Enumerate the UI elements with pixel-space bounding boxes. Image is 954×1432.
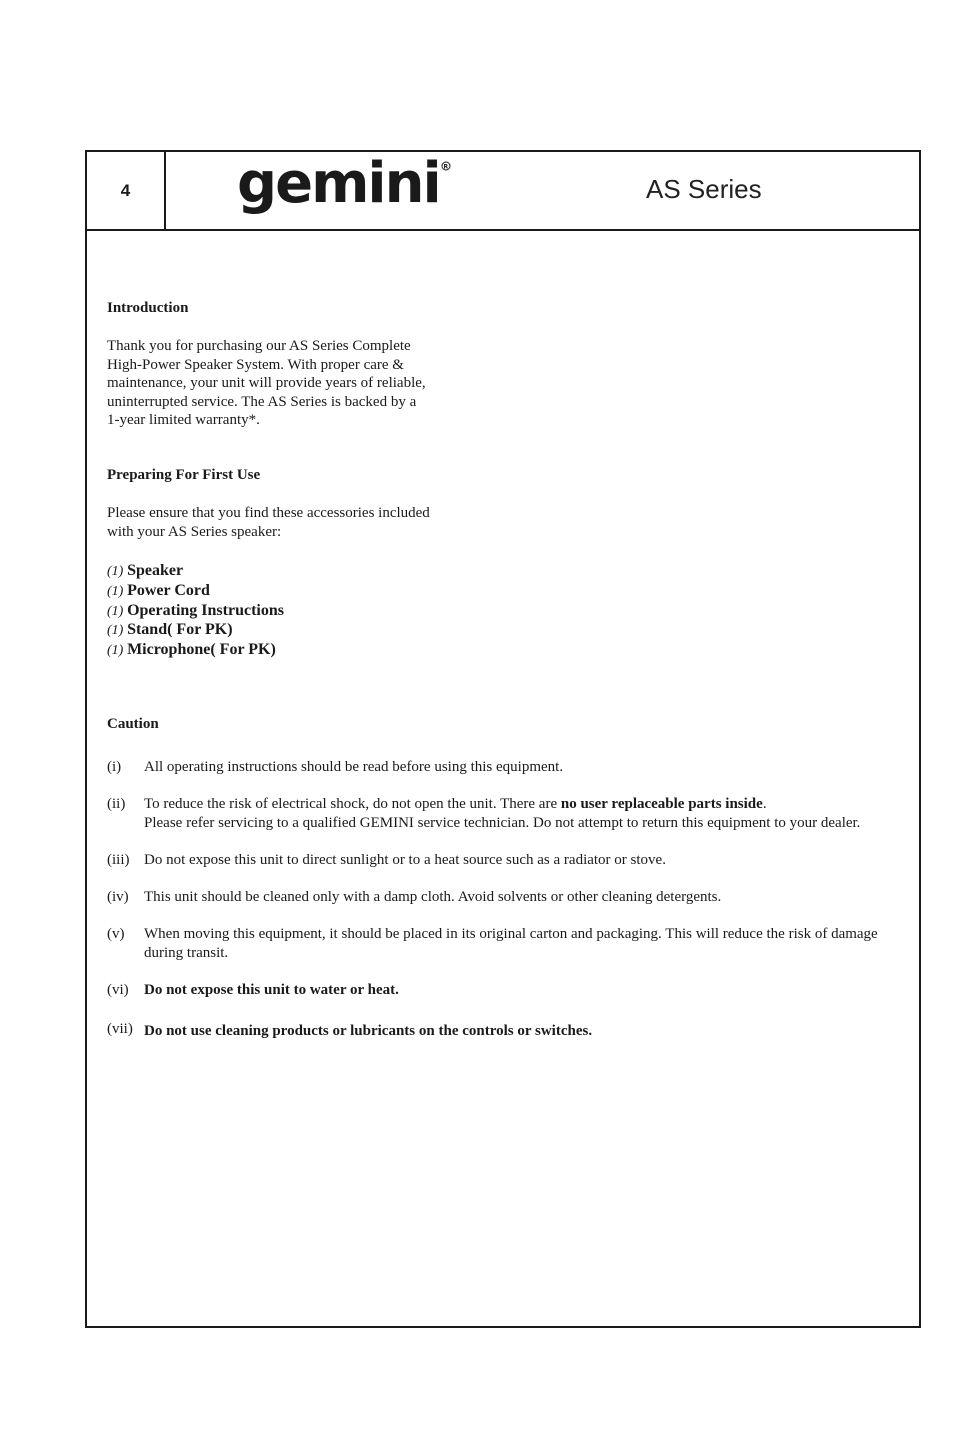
list-item bbox=[107, 582, 284, 602]
accessory-list bbox=[107, 562, 284, 661]
list-item bbox=[107, 621, 284, 641]
intro-line: High-Power Speaker System. With proper care & bbox=[107, 356, 404, 373]
caution-number: (vii) bbox=[107, 1021, 133, 1037]
caution-emphasis: no user replaceable parts inside bbox=[560, 796, 763, 812]
accessory-name: Operating Instructions bbox=[127, 601, 284, 619]
caution-number: (vi) bbox=[107, 982, 129, 998]
caution-text: Do not use cleaning products or lubricants on the controls or switches. bbox=[144, 1023, 593, 1039]
caution-number: (iv) bbox=[107, 889, 129, 905]
introduction-paragraph bbox=[107, 337, 452, 430]
intro-line: Thank you for purchasing our AS Series Complete bbox=[107, 338, 411, 354]
caution-text: This unit should be cleaned only with a damp cloth. Avoid solvents or other cleaning detergents. bbox=[144, 889, 722, 905]
svg-text:R: R bbox=[443, 163, 449, 171]
introduction-heading: Introduction bbox=[107, 300, 189, 316]
preparing-line: Please ensure that you find these accessories included bbox=[107, 505, 430, 521]
caution-line: When moving this equipment, it should be placed in its original carton and packaging. This will reduce the risk of damage bbox=[144, 926, 878, 942]
caution-text: Do not expose this unit to direct sunlight or to a heat source such as a radiator or stove. bbox=[144, 852, 666, 868]
caution-text: All operating instructions should be read before using this equipment. bbox=[144, 759, 564, 775]
caution-number: (i) bbox=[107, 759, 122, 775]
preparing-paragraph bbox=[107, 504, 452, 541]
svg-text:gemini: gemini bbox=[237, 158, 440, 216]
page-header bbox=[87, 152, 919, 231]
accessory-qty: (1) bbox=[107, 643, 124, 659]
preparing-heading: Preparing For First Use bbox=[107, 467, 261, 483]
caution-text-part: To reduce the risk of electrical shock, do not open the unit. There are bbox=[144, 796, 561, 812]
accessory-qty: (1) bbox=[107, 564, 124, 579]
list-item bbox=[107, 641, 284, 661]
caution-line bbox=[144, 795, 904, 814]
caution-text bbox=[144, 795, 904, 832]
caution-number: (iii) bbox=[107, 852, 130, 868]
caution-number: (ii) bbox=[107, 796, 126, 812]
caution-line: Please refer servicing to a qualified GEMINI service technician. Do not attempt to return this equipment to your dealer. bbox=[144, 814, 861, 831]
intro-line: uninterrupted service. The AS Series is backed by a bbox=[107, 393, 417, 410]
caution-text bbox=[144, 925, 904, 962]
accessory-qty: (1) bbox=[107, 583, 124, 599]
list-item bbox=[107, 562, 284, 582]
intro-line: 1-year limited warranty*. bbox=[107, 412, 260, 429]
series-title: AS Series bbox=[646, 174, 762, 204]
page-number: 4 bbox=[87, 152, 166, 229]
caution-number: (v) bbox=[107, 926, 125, 942]
accessory-qty: (1) bbox=[107, 603, 124, 619]
accessory-name: Microphone( For PK) bbox=[127, 641, 276, 659]
caution-text-part: . bbox=[762, 796, 767, 812]
accessory-name: Power Cord bbox=[127, 581, 210, 599]
intro-line: maintenance, your unit will provide years of reliable, bbox=[107, 375, 426, 392]
accessory-name: Speaker bbox=[127, 562, 184, 579]
preparing-line: with your AS Series speaker: bbox=[107, 523, 282, 540]
accessory-name: Stand( For PK) bbox=[127, 621, 233, 639]
caution-heading: Caution bbox=[107, 716, 159, 732]
gemini-logo bbox=[237, 158, 457, 229]
page-frame bbox=[85, 150, 921, 1328]
caution-line: during transit. bbox=[144, 944, 229, 961]
list-item bbox=[107, 602, 284, 622]
accessory-qty: (1) bbox=[107, 623, 124, 639]
caution-text: Do not expose this unit to water or heat. bbox=[144, 982, 399, 998]
